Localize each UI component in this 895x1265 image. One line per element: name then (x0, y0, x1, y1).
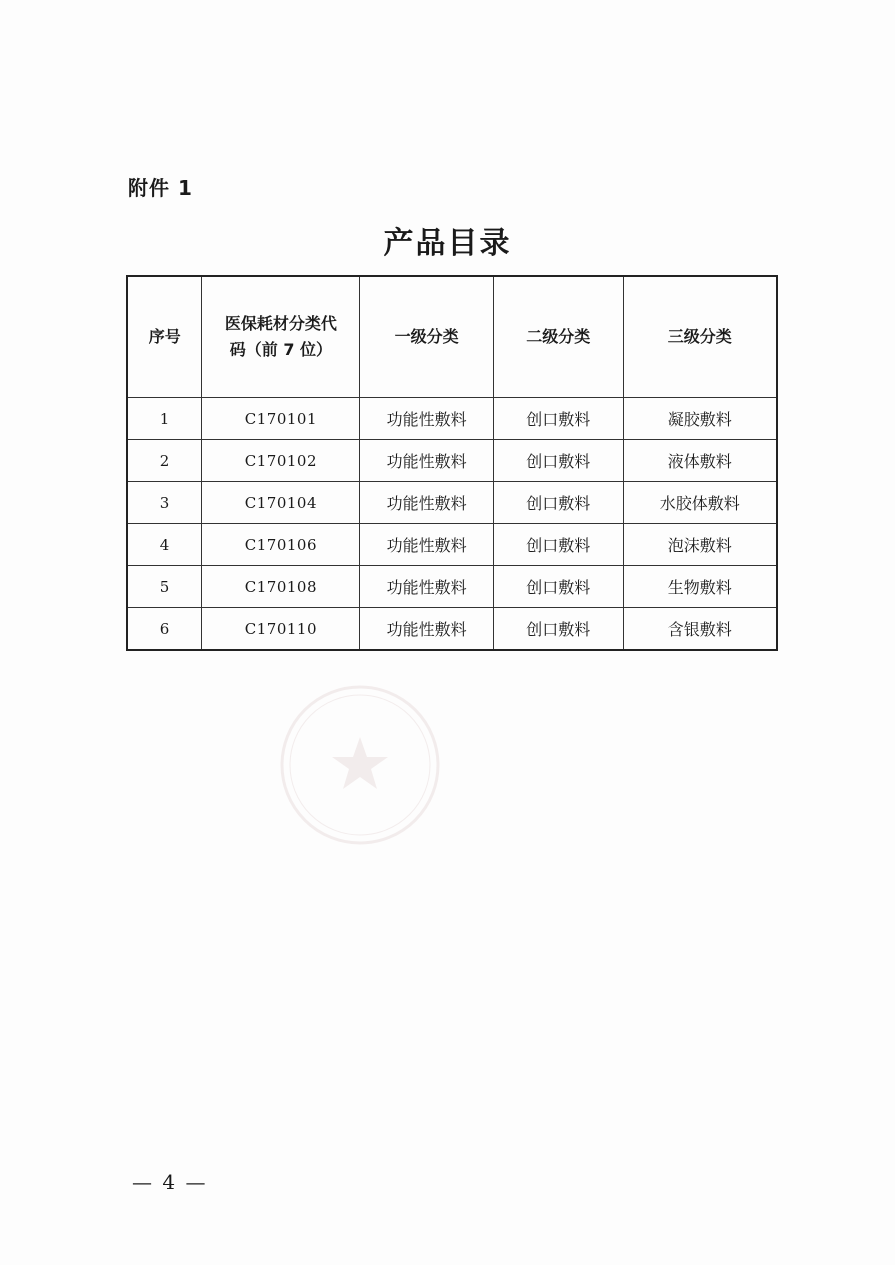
cell-level1: 功能性敷料 (360, 482, 494, 524)
cell-code: C170106 (202, 524, 360, 566)
table-header-row (127, 276, 777, 398)
cell-level2: 创口敷料 (494, 566, 624, 608)
cell-code: C170104 (202, 482, 360, 524)
header-level1: 一级分类 (360, 276, 494, 398)
table-row (127, 608, 777, 651)
header-level2: 二级分类 (494, 276, 624, 398)
page-number: — 4 — (132, 1170, 208, 1194)
header-seq: 序号 (127, 276, 202, 398)
attachment-label: 附件 1 (128, 176, 193, 200)
cell-code: C170108 (202, 566, 360, 608)
table-row (127, 524, 777, 566)
header-code-line2: 码（前 7 位） (229, 340, 333, 359)
cell-level2: 创口敷料 (494, 524, 624, 566)
cell-level3: 液体敷料 (623, 440, 777, 482)
official-seal-stamp (278, 683, 442, 847)
cell-code: C170101 (202, 398, 360, 440)
cell-seq: 1 (127, 398, 202, 440)
cell-level1: 功能性敷料 (360, 440, 494, 482)
table-row (127, 440, 777, 482)
cell-level3: 含银敷料 (623, 608, 777, 651)
seal-star-icon (332, 737, 388, 789)
header-level3: 三级分类 (623, 276, 777, 398)
page-title: 产品目录 (383, 226, 512, 261)
cell-level2: 创口敷料 (494, 608, 624, 651)
header-code-line1: 医保耗材分类代 (224, 314, 337, 333)
header-code (202, 276, 360, 398)
table-row (127, 482, 777, 524)
cell-level1: 功能性敷料 (360, 608, 494, 651)
cell-level3: 凝胶敷料 (623, 398, 777, 440)
cell-level3: 水胶体敷料 (623, 482, 777, 524)
cell-level2: 创口敷料 (494, 398, 624, 440)
cell-level3: 生物敷料 (623, 566, 777, 608)
cell-seq: 4 (127, 524, 202, 566)
cell-code: C170102 (202, 440, 360, 482)
cell-seq: 3 (127, 482, 202, 524)
cell-seq: 5 (127, 566, 202, 608)
cell-seq: 6 (127, 608, 202, 651)
cell-level1: 功能性敷料 (360, 524, 494, 566)
cell-seq: 2 (127, 440, 202, 482)
cell-level1: 功能性敷料 (360, 566, 494, 608)
cell-level2: 创口敷料 (494, 482, 624, 524)
table-row (127, 398, 777, 440)
cell-level2: 创口敷料 (494, 440, 624, 482)
cell-level1: 功能性敷料 (360, 398, 494, 440)
table-row (127, 566, 777, 608)
cell-level3: 泡沫敷料 (623, 524, 777, 566)
cell-code: C170110 (202, 608, 360, 651)
product-catalog-table (126, 275, 778, 651)
